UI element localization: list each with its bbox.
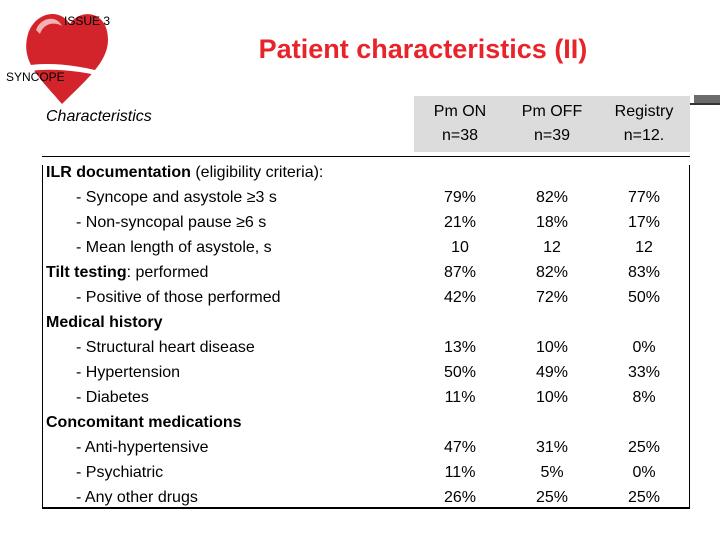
table-body [42, 160, 690, 510]
row-value: 0% [632, 339, 656, 356]
header-col-pm-on [414, 96, 506, 152]
header-col-n: n=12. [623, 127, 665, 144]
row-value: 83% [627, 264, 661, 281]
row-label [42, 310, 414, 335]
characteristics-table [42, 96, 690, 510]
row-label-bold: ILR documentation [46, 164, 191, 181]
row-label [42, 410, 414, 435]
row-label: - Non-syncopal pause ≥6 s [76, 214, 267, 231]
logo-issue-text: ISSUE 3 [64, 14, 111, 28]
row-value: 82% [535, 189, 569, 206]
row-value: 11% [444, 389, 476, 406]
row-value: 8% [632, 389, 656, 406]
row-label: - Any other drugs [76, 489, 198, 506]
row-value: 25% [627, 439, 661, 456]
header-col-name: Pm OFF [521, 103, 583, 120]
row-value: 47% [443, 439, 477, 456]
row-value: 12 [635, 239, 653, 256]
accent-line [690, 103, 720, 105]
logo-syncope-text: SYNCOPE [6, 70, 65, 84]
row-value: 25% [627, 489, 661, 506]
header-col-registry [598, 96, 690, 152]
row-value [414, 310, 506, 335]
row-label [42, 160, 414, 185]
header-col-name: Registry [614, 103, 674, 120]
row-value: 33% [627, 364, 661, 381]
table-row [42, 160, 690, 185]
row-label: - Hypertension [76, 364, 181, 381]
header-characteristics: Characteristics [46, 108, 152, 125]
row-value: 31% [535, 439, 569, 456]
table-row [42, 185, 690, 210]
row-value: 42% [443, 289, 477, 306]
row-value [598, 410, 690, 435]
row-label: - Positive of those performed [76, 289, 281, 306]
row-value [598, 160, 690, 185]
header-col-n: n=39 [533, 127, 571, 144]
table-row [42, 310, 690, 335]
row-value [414, 410, 506, 435]
row-label: - Structural heart disease [76, 339, 255, 356]
header-col-name: Pm ON [433, 103, 487, 120]
row-value: 87% [443, 264, 477, 281]
row-value: 49% [535, 364, 569, 381]
row-value: 10% [535, 389, 569, 406]
row-value: 13% [443, 339, 477, 356]
table-row [42, 210, 690, 235]
row-label [42, 260, 414, 285]
table-row [42, 385, 690, 410]
row-label-rest: (eligibility criteria): [190, 164, 324, 181]
row-value: 11% [444, 464, 476, 481]
row-label-bold: Medical history [46, 314, 163, 331]
row-value: 25% [535, 489, 569, 506]
row-value [414, 160, 506, 185]
table-header-row [42, 96, 690, 152]
row-value: 50% [627, 289, 661, 306]
table-row [42, 235, 690, 260]
table-row [42, 335, 690, 360]
row-value [506, 410, 598, 435]
row-value [506, 310, 598, 335]
row-label: - Anti-hypertensive [76, 439, 209, 456]
page-title: Patient characteristics (II) [258, 34, 588, 64]
row-value: 12 [543, 239, 561, 256]
row-value: 10 [451, 239, 469, 256]
row-value: 0% [632, 464, 656, 481]
row-value [506, 160, 598, 185]
table-row [42, 435, 690, 460]
row-label: - Psychiatric [76, 464, 164, 481]
table-row [42, 460, 690, 485]
row-value [598, 310, 690, 335]
row-value: 50% [443, 364, 477, 381]
row-value: 26% [443, 489, 477, 506]
row-value: 5% [540, 464, 564, 481]
row-value: 77% [627, 189, 661, 206]
table-row [42, 485, 690, 510]
row-value: 82% [535, 264, 569, 281]
row-value: 17% [627, 214, 661, 231]
row-label-bold: Tilt testing [46, 264, 127, 281]
table-row [42, 260, 690, 285]
row-label: - Diabetes [76, 389, 149, 406]
row-label-bold: Concomitant medications [46, 414, 242, 431]
row-value: 21% [443, 214, 477, 231]
row-value: 72% [535, 289, 569, 306]
header-col-n: n=38 [441, 127, 479, 144]
row-value: 18% [535, 214, 569, 231]
row-value: 79% [443, 189, 477, 206]
table-row [42, 360, 690, 385]
row-value: 10% [535, 339, 569, 356]
table-row [42, 285, 690, 310]
accent-bar [694, 95, 720, 103]
row-label-rest: : performed [126, 264, 209, 281]
header-col-pm-off [506, 96, 598, 152]
table-row [42, 410, 690, 435]
row-label: - Mean length of asystole, s [76, 239, 272, 256]
row-label: - Syncope and asystole ≥3 s [76, 189, 277, 206]
